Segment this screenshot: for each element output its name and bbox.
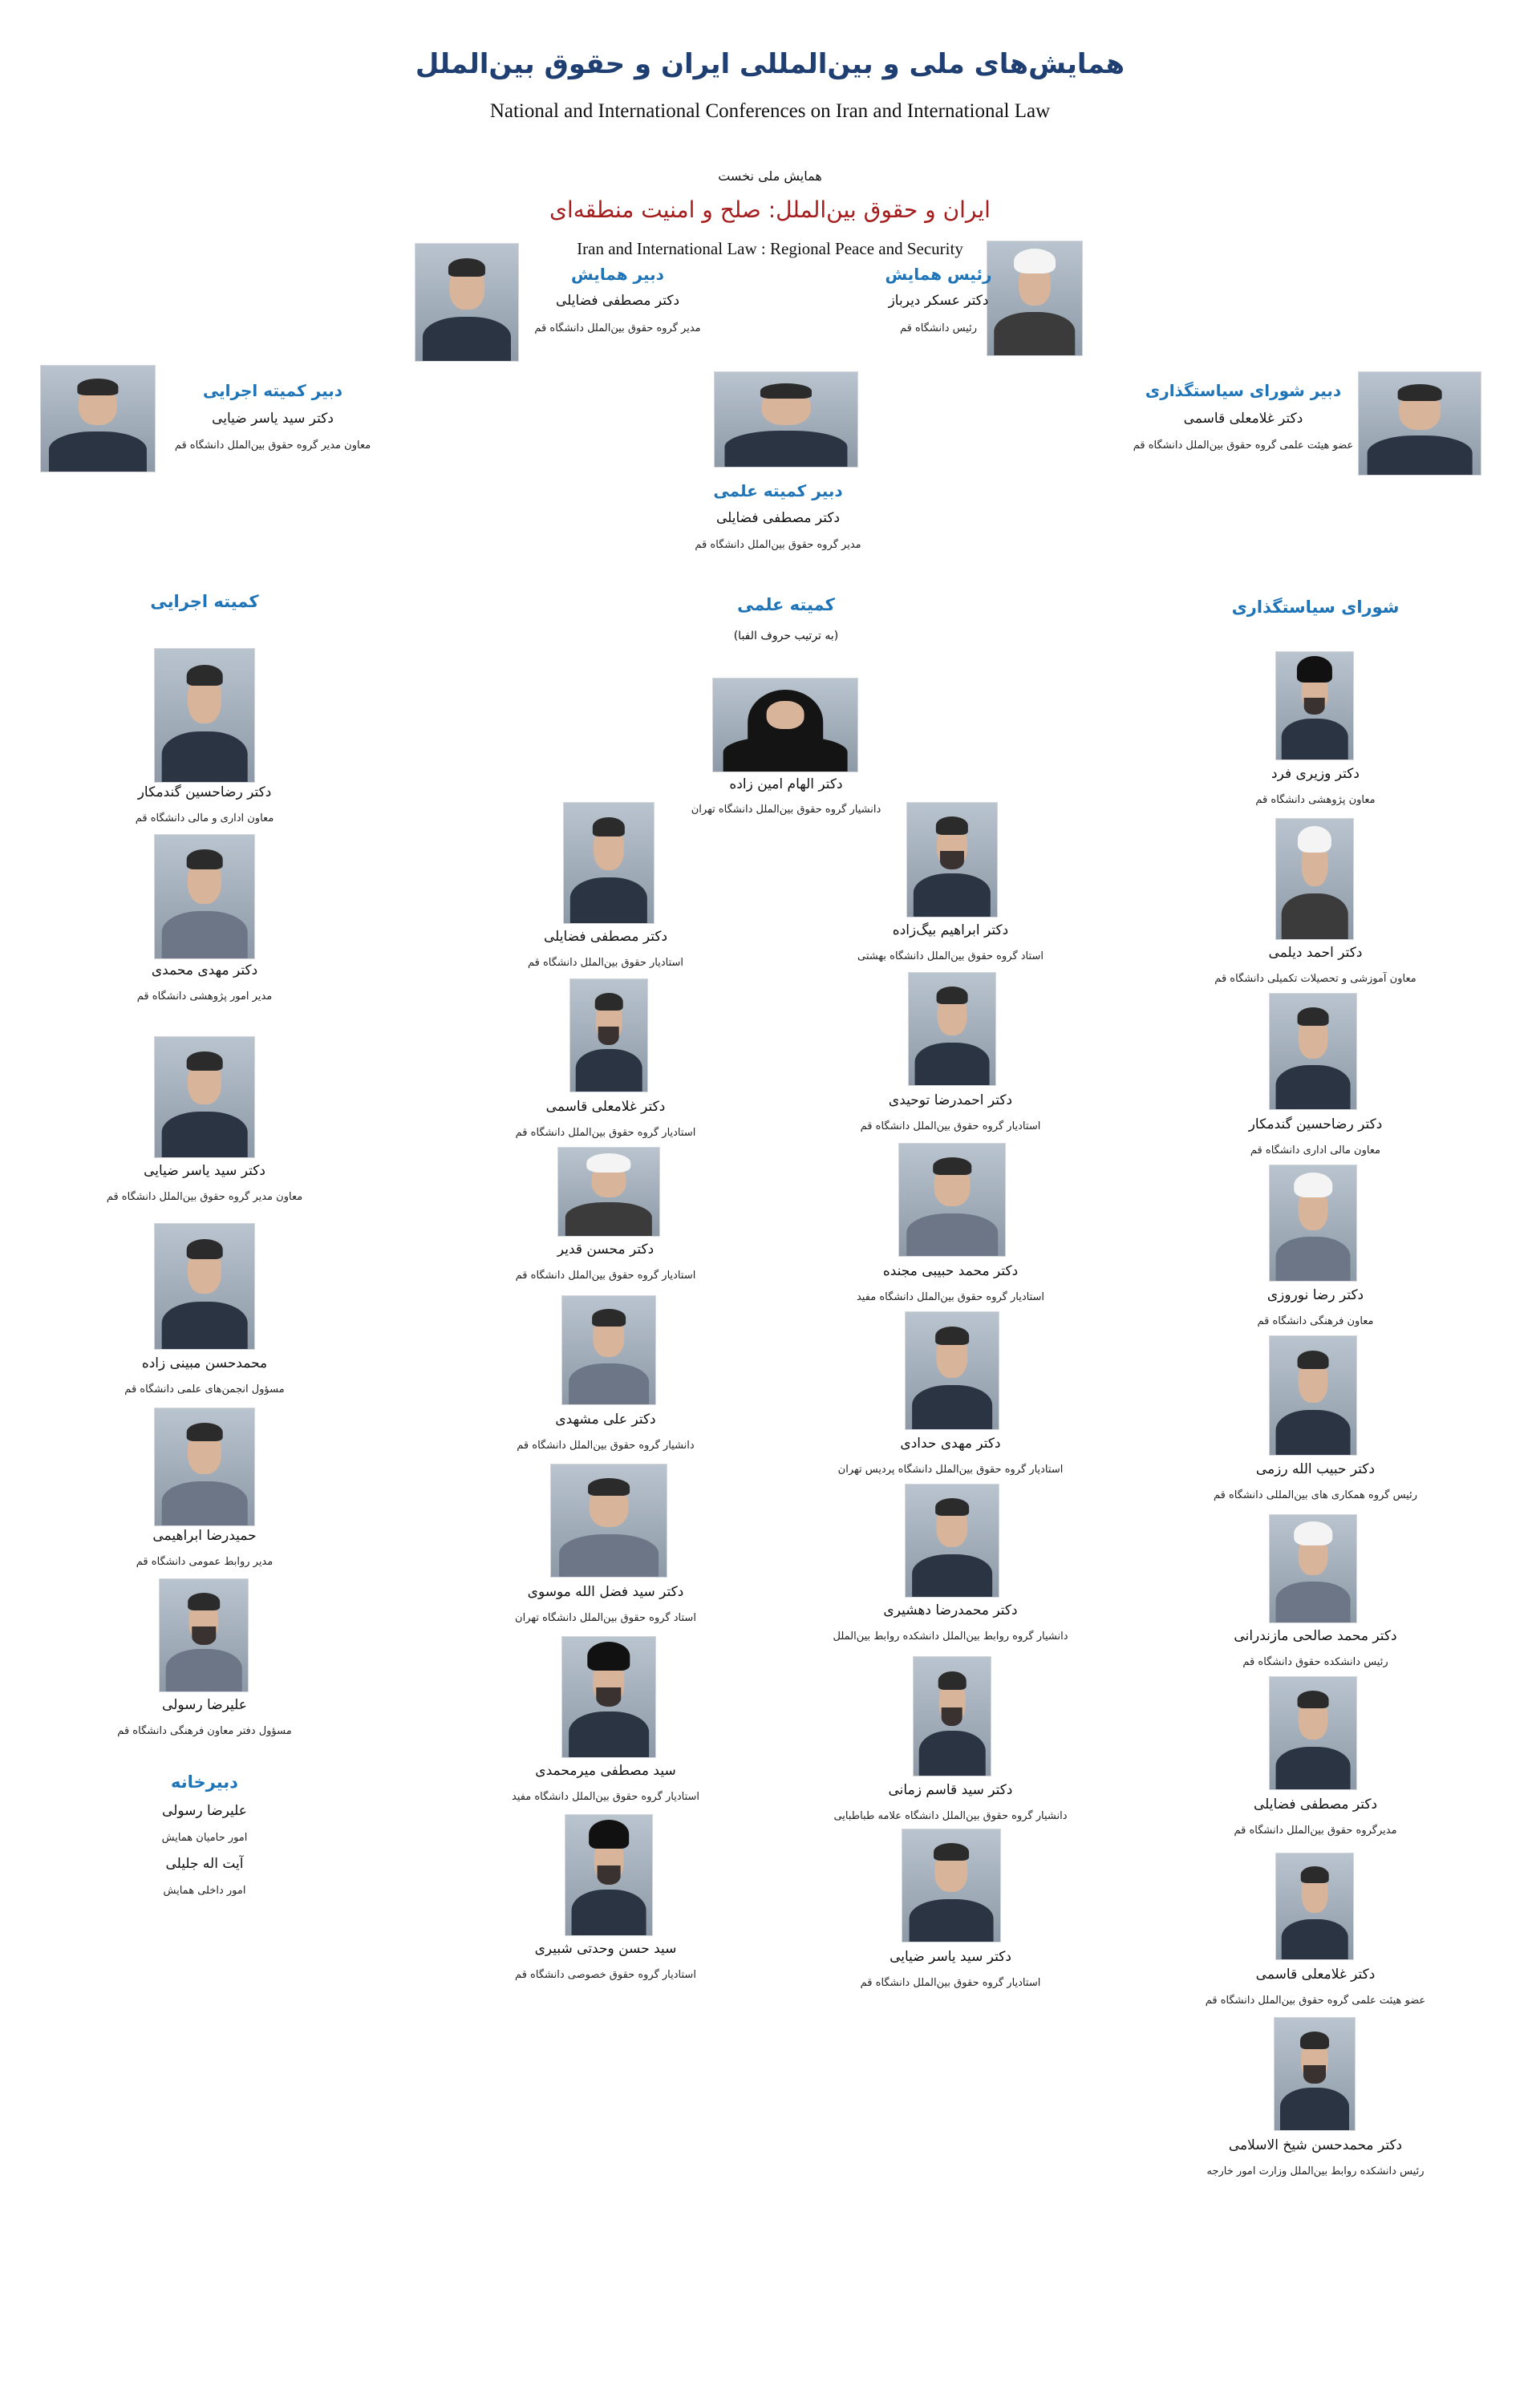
member-photo — [569, 978, 648, 1092]
member-name: علیرضا رسولی — [162, 1697, 247, 1713]
president-name: دکتر عسکر دیرباز — [888, 293, 989, 309]
exec-secretary-name: دکتر سید یاسر ضیایی — [212, 411, 334, 427]
member-name: دکتر حبیب الله رزمی — [1255, 1461, 1376, 1477]
member-desc: رئیس دانشکده روابط بین‌الملل وزارت امور خارجه — [1206, 2165, 1424, 2177]
member-desc: استادیار حقوق بین‌الملل دانشگاه قم — [527, 957, 684, 969]
member-name: سید مصطفی میرمحمدی — [535, 1763, 676, 1779]
member-name: دکتر الهام امین زاده — [729, 776, 843, 792]
member-name: دکتر رضاحسین گندمکار — [137, 784, 272, 800]
member-desc: مدیرگروه حقوق بین‌الملل دانشگاه قم — [1234, 1825, 1397, 1837]
member-desc: مدیر امور پژوهشی دانشگاه قم — [136, 990, 273, 1003]
member-desc: استادیار گروه حقوق بین‌الملل دانشگاه قم — [860, 1120, 1041, 1132]
exec-secretary-role: دبیر کمیته اجرایی — [202, 381, 343, 400]
member-photo — [550, 1464, 667, 1578]
member-name: دکتر غلامعلی قاسمی — [1255, 1967, 1376, 1983]
member-photo — [905, 1484, 999, 1598]
alphabetical-note: (به ترتیب حروف الفبا) — [733, 630, 839, 642]
member-desc: مسؤول دفتر معاون فرهنگی دانشگاه قم — [117, 1725, 292, 1737]
member-desc: دانشیار گروه حقوق بین‌الملل دانشگاه تهران — [691, 804, 881, 816]
member-name: دکتر سید قاسم زمانی — [888, 1782, 1013, 1798]
member-desc: دانشیار گروه حقوق بین‌الملل دانشگاه علامه طباطبایی — [833, 1810, 1068, 1822]
member-photo — [154, 1036, 255, 1158]
member-name: حمیدرضا ابراهیمی — [152, 1528, 257, 1544]
member-photo — [712, 678, 858, 772]
policy-secretary-name: دکتر غلامعلی قاسمی — [1183, 411, 1303, 427]
member-photo — [898, 1143, 1006, 1257]
member-name: دکتر ابراهیم بیگ‌زاده — [892, 922, 1009, 938]
member-desc: مسؤول انجمن‌های علمی دانشگاه قم — [124, 1383, 285, 1396]
member-photo — [1269, 1165, 1357, 1282]
member-desc: معاون مدیر گروه حقوق بین‌الملل دانشگاه قم — [106, 1191, 303, 1203]
secretary-role: دبیر همایش — [571, 265, 664, 284]
member-photo — [913, 1656, 991, 1776]
exec-secretary-desc: معاون مدیر گروه حقوق بین‌الملل دانشگاه قم — [174, 440, 371, 452]
member-desc: استادیار گروه حقوق بین‌الملل دانشگاه مفید — [856, 1291, 1045, 1303]
member-name: دکتر سید یاسر ضیایی — [144, 1163, 265, 1179]
member-name: دکتر رضاحسین گندمکار — [1248, 1116, 1383, 1132]
sci-secretary-desc: مدیر گروه حقوق بین‌الملل دانشگاه قم — [695, 539, 861, 551]
member-photo — [1269, 1514, 1357, 1623]
member-photo — [561, 1295, 656, 1405]
member-name: دکتر محسن قدیر — [557, 1242, 654, 1258]
president-role: رئیس همایش — [885, 265, 992, 284]
member-name: دکتر محمدرضا دهشیری — [883, 1602, 1018, 1618]
conference-label: همایش ملی نخست — [718, 168, 822, 184]
member-desc: استادیار گروه حقوق بین‌الملل دانشگاه مفید — [511, 1791, 700, 1803]
member-name: دکتر مصطفی فضایلی — [543, 929, 668, 945]
member-desc: معاون مالی اداری دانشگاه قم — [1250, 1144, 1381, 1157]
member-photo — [565, 1814, 653, 1936]
exec-secretary-photo — [40, 365, 156, 472]
member-name: دکتر احمد دیلمی — [1268, 945, 1363, 961]
member-desc: امور داخلی همایش — [163, 1885, 246, 1897]
member-desc: عضو هیئت علمی گروه حقوق بین‌الملل دانشگاه قم — [1205, 1995, 1426, 2007]
member-desc: معاون آموزشی و تحصیلات تکمیلی دانشگاه قم — [1214, 973, 1416, 985]
member-desc: رئیس گروه همکاری های بین‌المللی دانشگاه قم — [1214, 1489, 1417, 1501]
member-desc: رئیس دانشکده حقوق دانشگاه قم — [1242, 1656, 1388, 1668]
member-name: دکتر سید فضل الله موسوی — [527, 1584, 684, 1600]
member-photo — [1275, 818, 1354, 940]
member-desc: معاون فرهنگی دانشگاه قم — [1257, 1315, 1374, 1327]
policy-secretary-role: دبیر شورای سیاستگذاری — [1145, 381, 1342, 400]
main-title-fa: همایش‌های ملی و بین‌المللی ایران و حقوق بین‌الملل — [415, 48, 1125, 80]
policy-secretary-photo — [1358, 371, 1481, 476]
member-photo — [563, 802, 654, 924]
secretary-name: دکتر مصطفی فضایلی — [555, 293, 680, 309]
member-name: دکتر مهدی حدادی — [900, 1436, 1001, 1452]
member-desc: استادیار گروه حقوق بین‌الملل دانشگاه قم — [515, 1127, 696, 1139]
member-name: دکتر مهدی محمدی — [151, 962, 258, 978]
member-desc: استادیار گروه حقوق بین‌الملل دانشگاه قم — [860, 1977, 1041, 1989]
member-name: دکتر وزیری فرد — [1271, 766, 1360, 782]
member-name: محمدحسن مبینی زاده — [141, 1355, 268, 1371]
member-photo — [905, 1311, 999, 1430]
member-photo — [1275, 651, 1354, 760]
main-title-en: National and International Conferences on Iran and International Law — [489, 100, 1051, 122]
member-photo — [1269, 1335, 1357, 1456]
member-photo — [902, 1829, 1001, 1942]
member-desc: استاد گروه حقوق بین‌الملل دانشگاه بهشتی — [857, 950, 1044, 962]
member-photo — [906, 802, 998, 918]
member-photo — [1274, 2017, 1356, 2131]
member-desc: دانشیار گروه روابط بین‌الملل دانشکده روابط بین‌الملل — [833, 1630, 1068, 1643]
member-desc: استاد گروه حقوق بین‌الملل دانشگاه تهران — [515, 1612, 696, 1624]
member-photo — [1269, 1676, 1357, 1790]
member-name: دکتر محمد حبیبی مجنده — [882, 1263, 1019, 1279]
member-name: دکتر علی مشهدی — [555, 1412, 656, 1428]
member-photo — [154, 648, 255, 783]
sci-secretary-role: دبیر کمیته علمی — [713, 481, 843, 500]
member-photo — [1275, 1853, 1354, 1960]
member-photo — [159, 1578, 249, 1692]
sci-secretary-photo — [714, 371, 858, 468]
member-photo — [154, 834, 255, 959]
member-name: آیت اله جلیلی — [165, 1856, 244, 1872]
member-desc: مدیر روابط عمومی دانشگاه قم — [136, 1556, 274, 1568]
member-photo — [908, 972, 996, 1086]
member-name: دکتر احمدرضا توحیدی — [888, 1092, 1013, 1108]
secretariat-heading: دبیرخانه — [171, 1772, 238, 1792]
member-name: دکتر محمد صالحی مازندرانی — [1234, 1628, 1397, 1644]
member-name: دکتر مصطفی فضایلی — [1253, 1797, 1378, 1813]
member-name: دکتر رضا نوروزی — [1266, 1287, 1364, 1303]
exec-committee-heading: کمیته اجرایی — [150, 592, 259, 611]
conference-title-fa: ایران و حقوق بین‌الملل: صلح و امنیت منطقه‌ای — [549, 196, 991, 223]
member-name: سید حسن وحدتی شبیری — [534, 1941, 677, 1957]
policy-council-heading: شورای سیاستگذاری — [1231, 598, 1400, 617]
member-desc: معاون اداری و مالی دانشگاه قم — [135, 812, 274, 824]
science-committee-heading: کمیته علمی — [737, 595, 835, 614]
member-desc: دانشیار گروه حقوق بین‌الملل دانشگاه قم — [517, 1440, 695, 1452]
secretary-desc: مدیر گروه حقوق بین‌الملل دانشگاه قم — [534, 322, 701, 334]
sci-secretary-name: دکتر مصطفی فضایلی — [715, 510, 841, 526]
member-desc: استادیار گروه حقوق بین‌الملل دانشگاه قم — [515, 1270, 696, 1282]
member-desc: معاون پژوهشی دانشگاه قم — [1255, 794, 1376, 806]
president-desc: رئیس دانشگاه قم — [899, 322, 978, 334]
conference-title-en: Iran and International Law : Regional Peace and Security — [577, 239, 963, 258]
member-name: دکتر محمدحسن شیخ الاسلامی — [1228, 2137, 1403, 2153]
member-desc: امور حامیان همایش — [161, 1832, 248, 1844]
member-desc: استادیار گروه حقوق خصوصی دانشگاه قم — [515, 1969, 696, 1981]
member-photo — [1269, 993, 1357, 1110]
member-photo — [557, 1147, 660, 1237]
member-name: علیرضا رسولی — [162, 1803, 247, 1819]
member-name: دکتر غلامعلی قاسمی — [545, 1099, 666, 1115]
member-photo — [154, 1223, 255, 1350]
policy-secretary-desc: عضو هیئت علمی گروه حقوق بین‌الملل دانشگاه قم — [1133, 440, 1354, 452]
member-photo — [561, 1636, 656, 1758]
member-photo — [154, 1408, 255, 1526]
member-name: دکتر سید یاسر ضیایی — [890, 1949, 1011, 1965]
member-desc: استادیار گروه حقوق بین‌الملل دانشگاه پردیس تهران — [837, 1464, 1064, 1476]
